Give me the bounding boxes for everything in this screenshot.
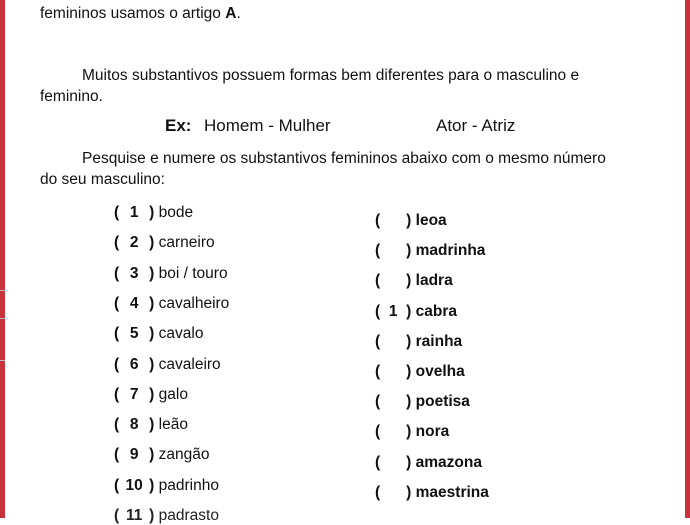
- close-paren: ): [406, 272, 416, 290]
- open-paren: (: [375, 363, 381, 380]
- feminine-item: [375, 484, 489, 502]
- item-word: padrinho: [158, 476, 219, 494]
- open-paren: (: [114, 476, 120, 494]
- item-word: amazona: [415, 453, 482, 471]
- example-label: Ex:: [165, 116, 192, 135]
- close-paren: ): [406, 332, 416, 350]
- open-paren: (: [375, 332, 381, 350]
- item-number: 7: [129, 385, 139, 403]
- close-paren: ): [149, 294, 159, 312]
- masculine-item: [114, 325, 203, 343]
- item-word: rainha: [415, 332, 463, 350]
- open-paren: (: [375, 272, 381, 290]
- open-paren: (: [114, 416, 120, 434]
- close-paren: ): [149, 476, 159, 494]
- item-word: cabra: [415, 302, 458, 320]
- item-number: 9: [129, 446, 139, 464]
- close-paren: ): [149, 204, 159, 221]
- close-paren: ): [149, 446, 159, 464]
- open-paren: (: [375, 393, 381, 411]
- item-word: cavalo: [158, 325, 204, 343]
- item-number: 11: [125, 507, 143, 524]
- close-paren: ): [149, 385, 159, 403]
- open-paren: (: [114, 385, 120, 403]
- open-paren: (: [114, 234, 120, 252]
- open-paren: (: [375, 242, 381, 260]
- item-word: leão: [158, 416, 188, 434]
- margin-tick: [0, 318, 5, 319]
- item-word: zangão: [158, 446, 210, 464]
- open-paren: (: [114, 446, 120, 464]
- article-a: A: [225, 5, 237, 22]
- open-paren: (: [114, 325, 120, 343]
- instructions-line: do seu masculino:: [40, 171, 165, 188]
- item-word: madrinha: [415, 242, 486, 260]
- open-paren: (: [114, 204, 120, 221]
- margin-tick: [0, 290, 5, 291]
- masculine-item: [114, 356, 221, 374]
- open-paren: (: [375, 212, 381, 229]
- item-number: 6: [129, 355, 139, 373]
- close-paren: ): [149, 416, 159, 434]
- item-word: maestrina: [415, 483, 489, 501]
- item-number: 5: [129, 325, 139, 343]
- example-pair: Homem - Mulher: [204, 116, 331, 135]
- open-paren: (: [375, 453, 381, 471]
- feminine-item: [375, 423, 449, 441]
- masculine-item: [114, 446, 210, 464]
- close-paren: ): [406, 393, 416, 411]
- item-word: carneiro: [158, 234, 215, 252]
- masculine-item: [114, 386, 188, 404]
- item-word: nora: [415, 423, 450, 441]
- item-word: leoa: [415, 212, 447, 229]
- item-word: ovelha: [415, 363, 465, 380]
- item-word: ladra: [415, 272, 453, 290]
- close-paren: ): [149, 355, 159, 373]
- close-paren: ): [406, 483, 416, 501]
- item-word: padrasto: [158, 507, 219, 524]
- intro-line: femininos usamos o artigo A.: [40, 5, 241, 22]
- masculine-item: [114, 204, 193, 222]
- close-paren: ): [406, 302, 416, 320]
- feminine-item: [375, 393, 470, 411]
- open-paren: (: [114, 355, 120, 373]
- instructions-line: Pesquise e numere os substantivos femininos abaixo com o mesmo número: [82, 150, 606, 167]
- item-number: 1: [388, 302, 398, 320]
- item-word: cavalheiro: [158, 294, 230, 312]
- close-paren: ): [149, 264, 159, 282]
- feminine-item: [375, 242, 485, 260]
- close-paren: ): [406, 423, 416, 441]
- item-number: 3: [129, 264, 139, 282]
- item-word: boi / touro: [158, 264, 228, 282]
- masculine-item: [114, 234, 215, 252]
- paragraph-line: Muitos substantivos possuem formas bem diferentes para o masculino e: [82, 67, 580, 84]
- feminine-item: [375, 333, 462, 351]
- open-paren: (: [114, 294, 120, 312]
- item-word: cavaleiro: [158, 355, 221, 373]
- masculine-item: [114, 295, 229, 313]
- item-number: 8: [129, 416, 139, 434]
- close-paren: ): [149, 234, 159, 252]
- open-paren: (: [375, 483, 381, 501]
- paragraph-line: feminino.: [40, 88, 103, 105]
- open-paren: (: [375, 302, 381, 320]
- close-paren: ): [406, 242, 416, 260]
- close-paren: ): [406, 212, 416, 229]
- item-word: poetisa: [415, 393, 470, 411]
- margin-tick: [0, 360, 5, 361]
- feminine-item: [375, 303, 457, 321]
- close-paren: ): [406, 453, 416, 471]
- feminine-item: [375, 212, 447, 230]
- item-number: 4: [129, 294, 139, 312]
- item-word: bode: [158, 204, 194, 221]
- open-paren: (: [114, 507, 120, 524]
- feminine-item: [375, 454, 482, 472]
- open-paren: (: [375, 423, 381, 441]
- masculine-item: [114, 416, 188, 434]
- masculine-item: [114, 265, 228, 283]
- masculine-item: [114, 477, 219, 495]
- close-paren: ): [149, 507, 159, 524]
- close-paren: ): [406, 363, 416, 380]
- item-number: 10: [125, 476, 143, 494]
- item-number: 2: [129, 234, 139, 252]
- open-paren: (: [114, 264, 120, 282]
- example-pair: Ator - Atriz: [436, 116, 516, 135]
- masculine-item: [114, 507, 219, 525]
- feminine-item: [375, 272, 453, 290]
- feminine-item: [375, 363, 465, 381]
- item-word: galo: [158, 385, 188, 403]
- item-number: 1: [129, 204, 139, 221]
- close-paren: ): [149, 325, 159, 343]
